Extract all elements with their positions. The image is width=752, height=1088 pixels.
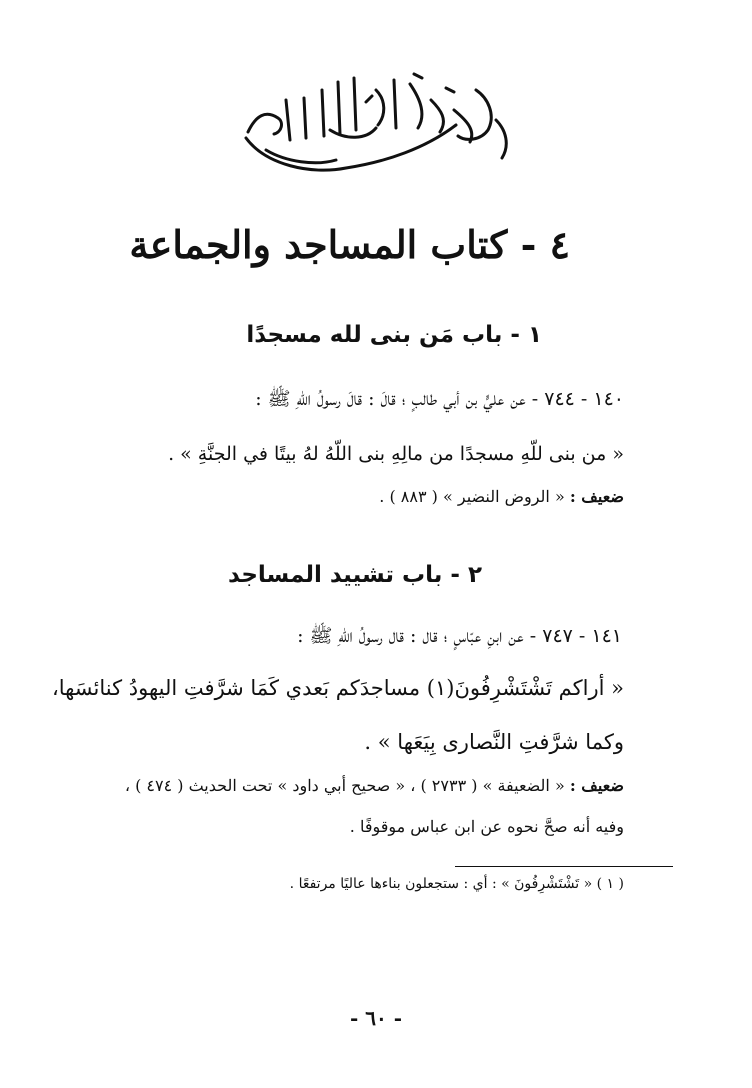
hadith-grade — [379, 487, 624, 506]
hadith-chain: ١٤٠ - ٧٤٤ - عن عليٍّ بن أبي طالبٍ ؛ قالَ : قالَ رسولُ اللّهِ ﷺ : — [255, 388, 624, 410]
grade-note: وفيه أنه صحَّ نحوه عن ابن عباس موقوفًا . — [349, 817, 624, 836]
basmala-calligraphy-drawing — [226, 70, 526, 180]
footnote-divider — [455, 866, 673, 867]
page-number: - ٦٠ - — [349, 1006, 402, 1030]
footnote: ( ١ ) « تَشْتَشْرِفُونَ » : أي : ستجعلون بناءها عاليًا مرتفعًا . — [289, 876, 624, 892]
basmala-calligraphy — [226, 70, 526, 180]
chapter-heading: ١ - باب مَن بنى لله مسجدًا — [246, 322, 542, 348]
hadith-text: « أراكم تَشْتَشْرِفُونَ(١) مساجدَكم بَعدي كَمَا شرَّفتِ اليهودُ كنائسَها، — [51, 676, 624, 700]
chapter-heading: ٢ - باب تشييد المساجد — [228, 562, 482, 588]
hadith-grade — [125, 776, 624, 795]
book-title: ٤ - كتاب المساجد والجماعة — [129, 222, 570, 267]
grade-label: ضعيف : — [569, 776, 624, 795]
grade-reference: « الروض النضير » ( ٨٨٣ ) . — [379, 487, 565, 506]
hadith-chain: ١٤١ - ٧٤٧ - عن ابنِ عبّاسٍ ؛ قال : قال رسولُ اللّهِ ﷺ : — [297, 625, 622, 647]
hadith-text: « من بنى للّهِ مسجدًا من مالِهِ بنى اللّهُ لهُ بيتًا في الجنَّةِ » . — [168, 443, 624, 465]
grade-label: ضعيف : — [569, 487, 624, 506]
grade-reference: « الضعيفة » ( ٢٧٣٣ ) ، « صحيح أبي داود » تحت الحديث ( ٤٧٤ ) ، — [124, 776, 565, 795]
hadith-text: وكما شرَّفتِ النَّصارى بِيَعَها » . — [364, 730, 624, 754]
